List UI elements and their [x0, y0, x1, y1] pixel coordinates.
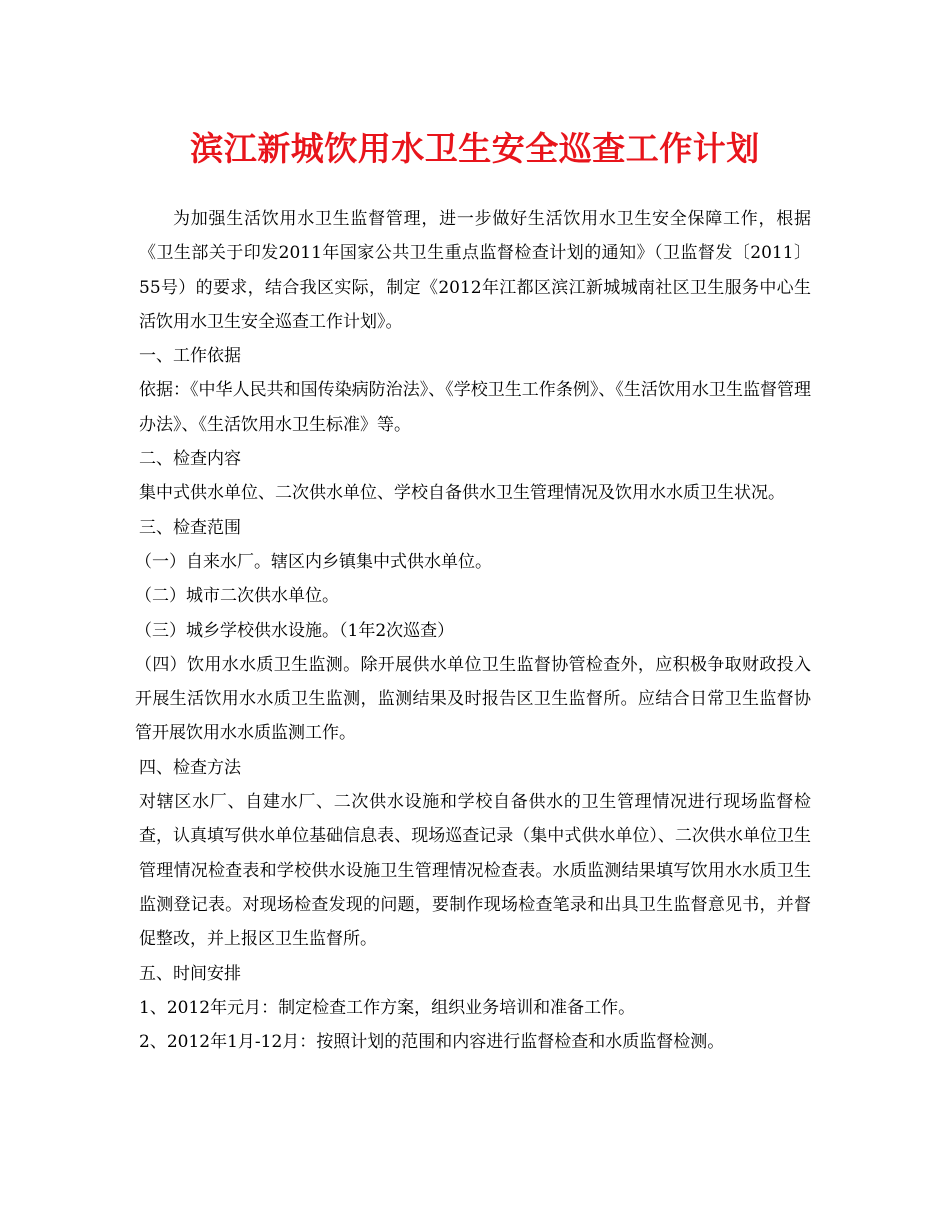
scope-item: （一）自来水厂。辖区内乡镇集中式供水单位。 — [135, 551, 492, 572]
section-heading-scope: 三、检查范围 — [139, 517, 241, 538]
section-heading-basis: 一、工作依据 — [139, 346, 241, 367]
schedule-item: 2、2012年1月-12月：按照计划的范围和内容进行监督检查和水质监督检测。 — [139, 1032, 725, 1053]
intro-paragraph: 为加强生活饮用水卫生监督管理，进一步做好生活饮用水卫生安全保障工作，根据《卫生部关于印发2011年国家公共卫生重点监督检查计划的通知》（卫监督发〔2011〕55号）的要求，结合我区实际，制定《2012年江都区滨江新城城南社区卫生服务中心生活饮用水卫生安全巡查工作计划》。 — [139, 209, 811, 332]
document-body — [135, 202, 811, 1059]
document-title: 滨江新城饮用水卫生安全巡查工作计划 — [190, 129, 760, 168]
scope-item: （二）城市二次供水单位。 — [135, 586, 339, 607]
section-paragraph: 集中式供水单位、二次供水单位、学校自备供水卫生管理情况及饮用水水质卫生状况。 — [139, 483, 785, 504]
section-paragraph: 依据：《中华人民共和国传染病防治法》、《学校卫生工作条例》、《生活饮用水卫生监督管理办法》、《生活饮用水卫生标准》等。 — [139, 380, 811, 435]
schedule-item: 1、2012年元月：制定检查工作方案，组织业务培训和准备工作。 — [139, 997, 636, 1018]
section-paragraph: 对辖区水厂、自建水厂、二次供水设施和学校自备供水的卫生管理情况进行现场监督检查，认真填写供水单位基础信息表、现场巡查记录（集中式供水单位）、二次供水单位卫生管理情况检查表和学校供水设施卫生管理情况检查表。水质监测结果填写饮用水水质卫生监测登记表。对现场检查发现的问题，要制作现场检查笔录和出具卫生监督意见书，并督促整改，并上报区卫生监督所。 — [139, 792, 811, 950]
section-heading-schedule: 五、时间安排 — [139, 963, 241, 984]
section-heading-method: 四、检查方法 — [139, 757, 241, 778]
scope-item: （三）城乡学校供水设施。（1年2次巡查） — [135, 620, 455, 641]
section-heading-content: 二、检查内容 — [139, 449, 241, 470]
scope-item: （四）饮用水水质卫生监测。除开展供水单位卫生监督协管检查外，应积极争取财政投入开展生活饮用水水质卫生监测，监测结果及时报告区卫生监督所。应结合日常卫生监督协管开展饮用水水质监测工作。 — [135, 654, 811, 744]
